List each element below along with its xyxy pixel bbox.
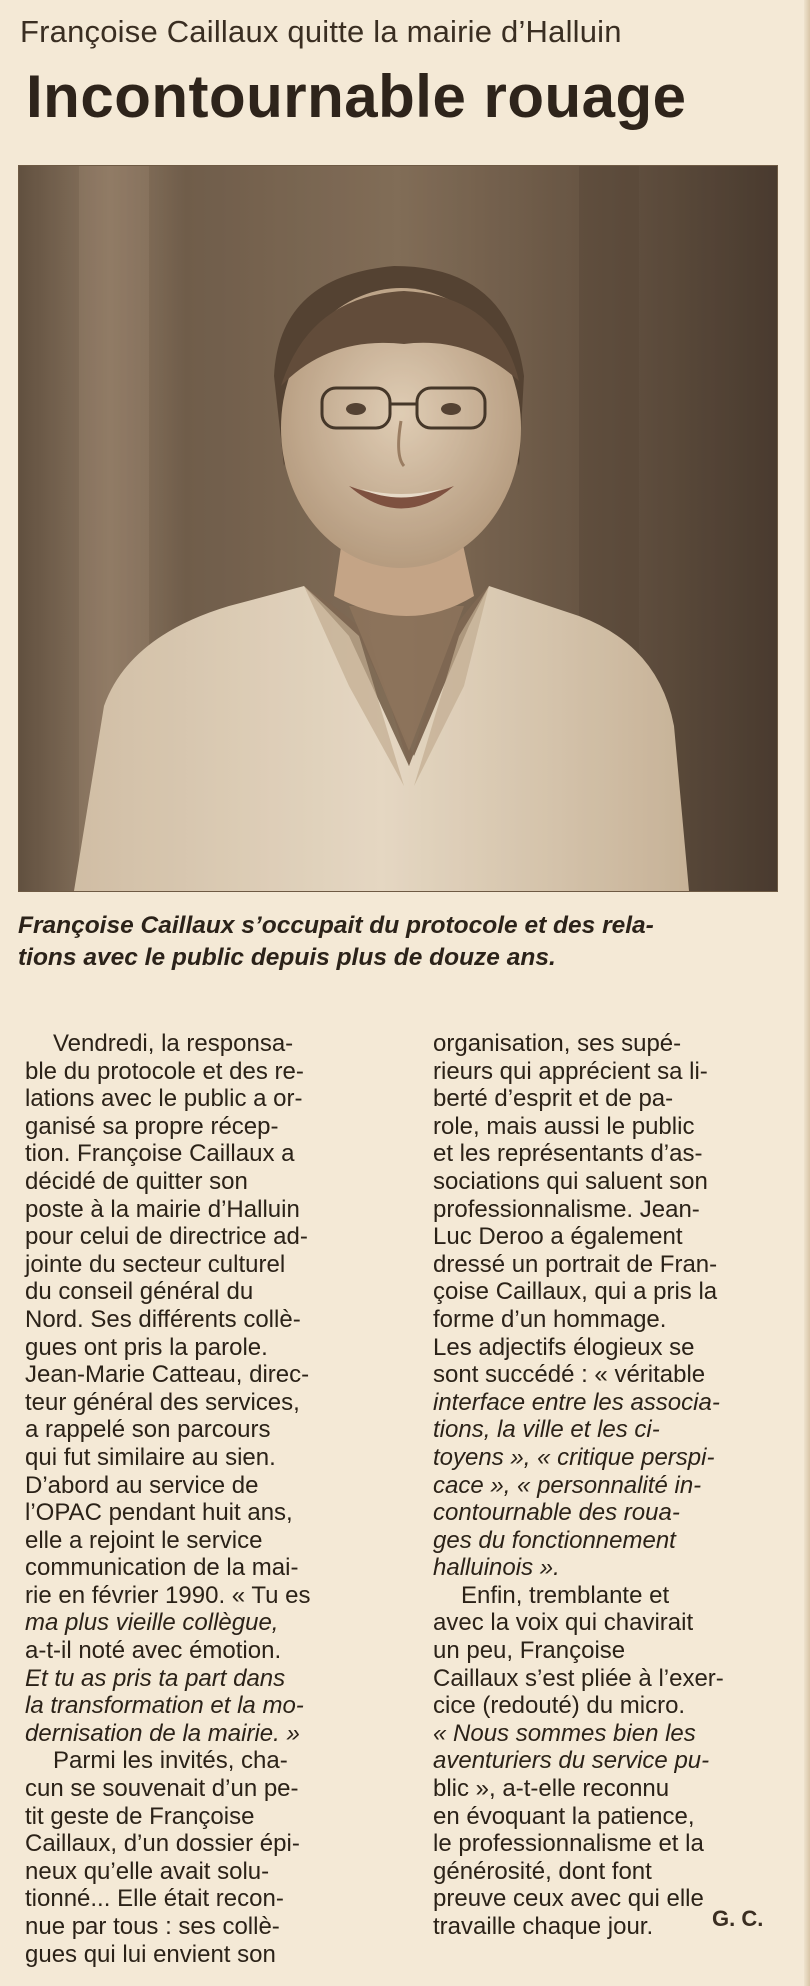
text-line: teur général des services, <box>25 1388 300 1416</box>
text-line: contournable des roua- <box>433 1499 680 1527</box>
article-kicker: Françoise Caillaux quitte la mairie d’Halluin <box>20 14 622 49</box>
text-line: interface entre les associa- <box>433 1388 720 1416</box>
text-line: le professionnalisme et la <box>433 1830 704 1858</box>
text-line: professionnalisme. Jean- <box>433 1195 700 1223</box>
text-line: la transformation et la mo- <box>25 1692 304 1720</box>
text-line: a-t-il noté avec émotion. <box>25 1637 282 1665</box>
text-line: tions, la ville et les ci- <box>433 1416 660 1444</box>
page-fold-shadow <box>804 0 810 1986</box>
text-line: gues qui lui envient son <box>25 1940 276 1968</box>
text-line: en évoquant la patience, <box>433 1802 695 1830</box>
text-line: tion. Françoise Caillaux a <box>25 1140 295 1168</box>
text-line: nue par tous : ses collè- <box>25 1913 280 1940</box>
text-line: avec la voix qui chavirait <box>433 1609 694 1637</box>
text-line: communication de la mai- <box>25 1554 299 1582</box>
text-line: forme d’un hommage. <box>433 1305 667 1333</box>
text-line: Les adjectifs élogieux se <box>433 1333 695 1361</box>
text-line: neux qu’elle avait solu- <box>25 1857 270 1885</box>
photo-caption <box>18 910 783 974</box>
text-line: gues ont pris la parole. <box>25 1333 268 1361</box>
text-line: décidé de quitter son <box>25 1167 248 1195</box>
text-line: Luc Deroo a également <box>433 1223 683 1251</box>
text-line: ble du protocole et des re- <box>25 1057 304 1085</box>
text-line: Vendredi, la responsa- <box>53 1030 294 1057</box>
text-line: lations avec le public a or- <box>25 1085 303 1113</box>
text-line: travaille chaque jour. <box>433 1913 654 1940</box>
text-line: tit geste de Françoise <box>25 1802 255 1830</box>
text-line: role, mais aussi le public <box>433 1112 695 1140</box>
article-headline: Incontournable rouage <box>26 63 687 130</box>
caption-line: Françoise Caillaux s’occupait du protocole et des rela- <box>18 912 654 939</box>
text-line: du conseil général du <box>25 1278 254 1306</box>
text-line: çoise Caillaux, qui a pris la <box>433 1278 718 1306</box>
text-line: Et tu as pris ta part dans <box>25 1664 286 1692</box>
text-line: et les représentants d’as- <box>433 1140 703 1168</box>
text-line: preuve ceux avec qui elle <box>433 1885 704 1913</box>
text-line: D’abord au service de <box>25 1471 259 1499</box>
author-signature: G. C. <box>712 1906 764 1931</box>
text-line: cace », « personnalité in- <box>433 1471 702 1499</box>
text-line: halluinois ». <box>433 1554 560 1582</box>
text-line: toyens », « critique perspi- <box>433 1443 715 1471</box>
text-line: Jean-Marie Catteau, direc- <box>25 1361 310 1389</box>
text-line: Enfin, tremblante et <box>461 1581 670 1609</box>
text-line: Caillaux s’est pliée à l’exer- <box>433 1664 724 1692</box>
text-line: poste à la mairie d’Halluin <box>25 1195 300 1223</box>
text-line: tionné... Elle était recon- <box>25 1885 284 1913</box>
text-line: qui fut similaire au sien. <box>25 1443 276 1471</box>
text-line: « Nous sommes bien les <box>433 1719 696 1747</box>
text-line: rie en février 1990. « Tu es <box>25 1581 311 1609</box>
text-line: cun se souvenait d’un pe- <box>25 1775 299 1803</box>
text-line: cice (redouté) du micro. <box>433 1692 686 1720</box>
text-line: dernisation de la mairie. » <box>25 1719 300 1747</box>
text-line: jointe du secteur culturel <box>25 1250 286 1278</box>
text-line: sociations qui saluent son <box>433 1167 708 1195</box>
text-line: blic », a-t-elle reconnu <box>433 1775 670 1803</box>
text-line: berté d’esprit et de pa- <box>433 1085 674 1113</box>
text-line: ges du fonctionnement <box>433 1526 676 1554</box>
text-line: Caillaux, d’un dossier épi- <box>25 1830 300 1858</box>
text-line: générosité, dont font <box>433 1857 652 1885</box>
portrait-photo <box>18 165 778 892</box>
text-line: pour celui de directrice ad- <box>25 1223 308 1251</box>
text-line: a rappelé son parcours <box>25 1416 271 1444</box>
text-line: aventuriers du service pu- <box>433 1747 710 1775</box>
text-line: Parmi les invités, cha- <box>53 1747 288 1775</box>
text-line: ma plus vieille collègue, <box>25 1609 279 1637</box>
text-line: l’OPAC pendant huit ans, <box>25 1499 293 1527</box>
caption-line: tions avec le public depuis plus de douze ans. <box>18 944 556 971</box>
text-line: rieurs qui apprécient sa li- <box>433 1057 708 1085</box>
text-line: dressé un portrait de Fran- <box>433 1250 718 1278</box>
text-line: ganisé sa propre récep- <box>25 1112 279 1140</box>
text-line: elle a rejoint le service <box>25 1526 263 1554</box>
article-column-right <box>433 1030 793 1941</box>
text-line: Nord. Ses différents collè- <box>25 1305 301 1333</box>
text-line: organisation, ses supé- <box>433 1030 682 1057</box>
text-line: un peu, Françoise <box>433 1637 626 1665</box>
article-column-left <box>25 1030 385 1968</box>
text-line: sont succédé : « véritable <box>433 1361 706 1389</box>
